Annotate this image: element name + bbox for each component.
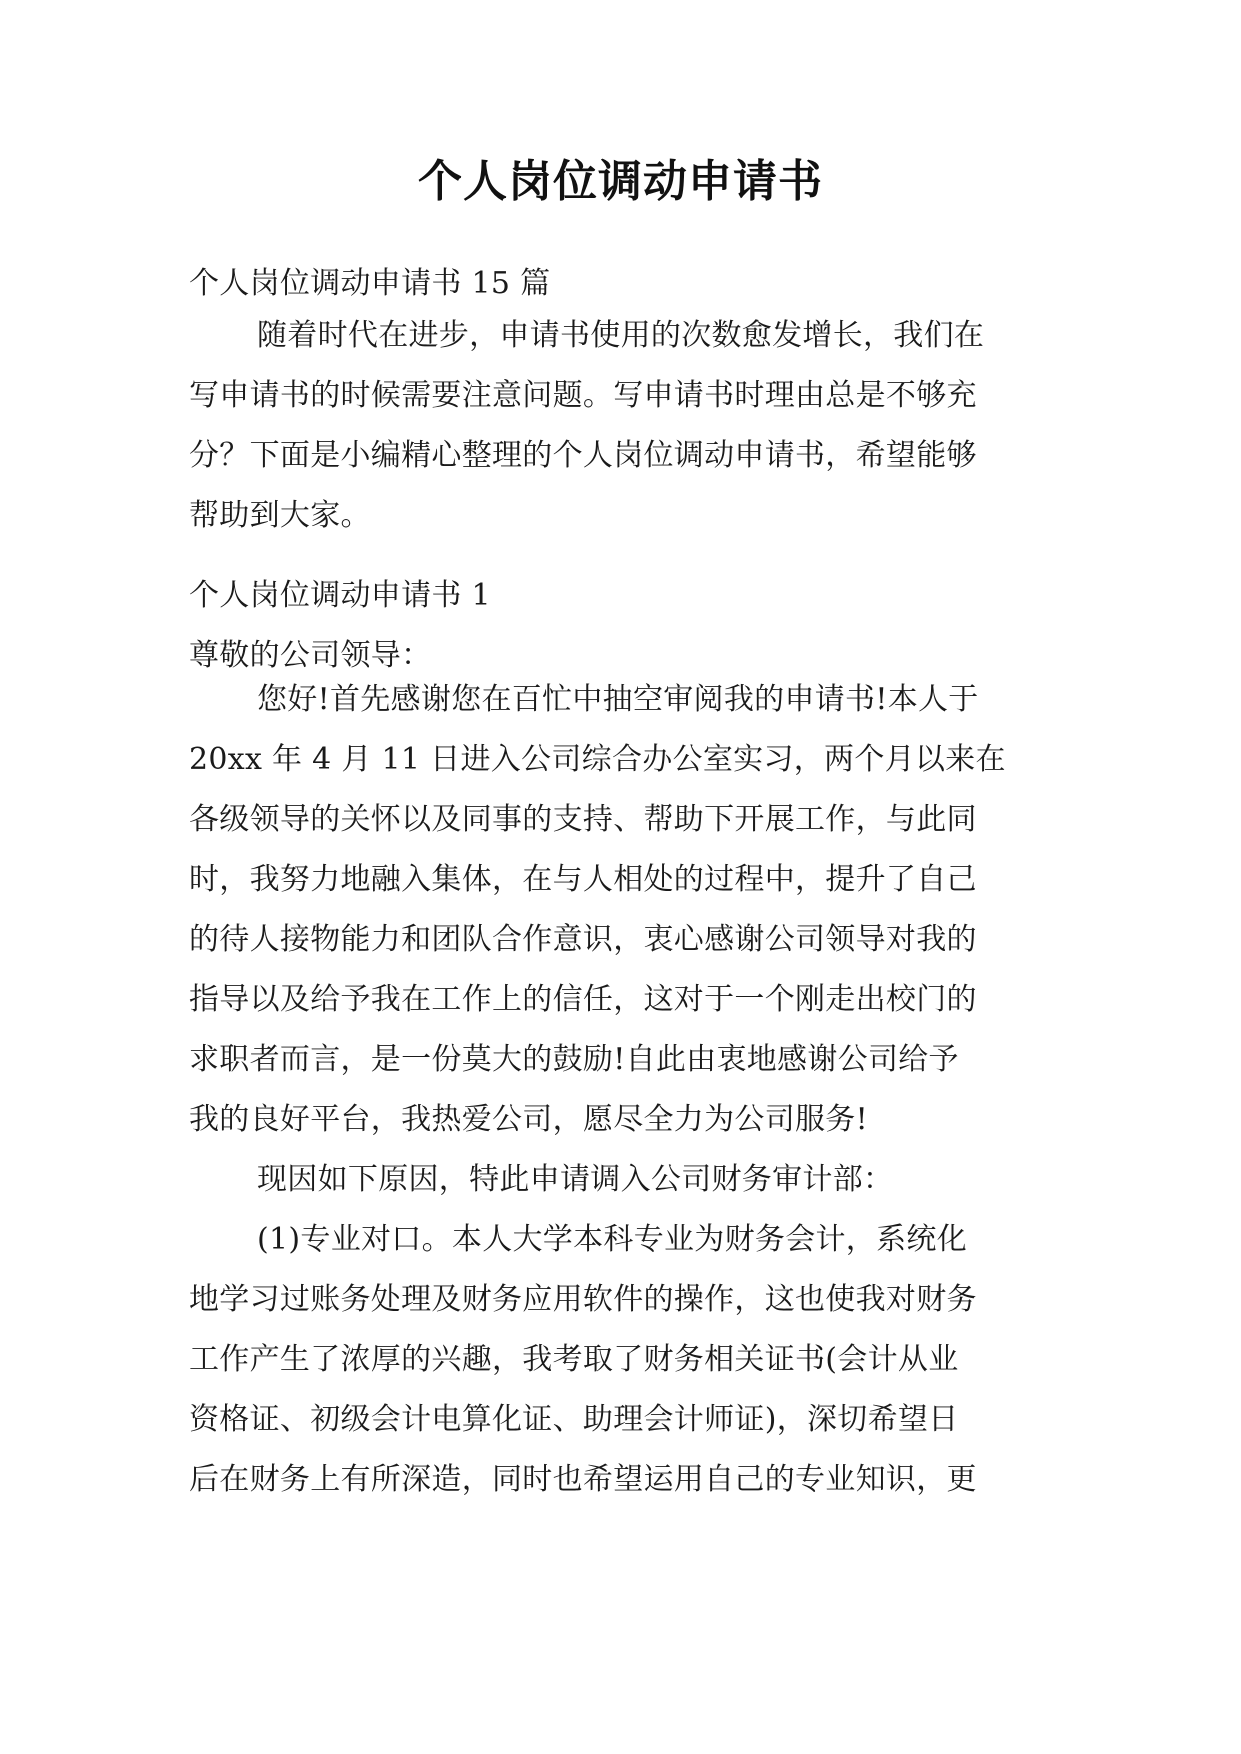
paragraph-1: [189, 670, 1049, 1150]
section-heading-block: [189, 566, 1049, 686]
paragraph-line: 您好!首先感谢您在百忙中抽空审阅我的申请书!本人于: [257, 682, 979, 717]
intro-line: 写申请书的时候需要注意问题。写申请书时理由总是不够充: [189, 378, 977, 413]
paragraph-line: 地学习过账务处理及财务应用软件的操作，这也使我对财务: [189, 1282, 977, 1317]
paragraph-line: 求职者而言，是一份莫大的鼓励!自此由衷地感谢公司给予: [189, 1042, 959, 1077]
paragraph-line: 我的良好平台，我热爱公司，愿尽全力为公司服务!: [189, 1102, 868, 1137]
paragraph-line: 的待人接物能力和团队合作意识，衷心感谢公司领导对我的: [189, 922, 977, 957]
paragraph-line: 工作产生了浓厚的兴趣，我考取了财务相关证书(会计从业: [189, 1342, 959, 1377]
paragraph-line: 后在财务上有所深造，同时也希望运用自己的专业知识，更: [189, 1462, 977, 1497]
paragraph-3: [189, 1210, 1049, 1510]
salutation: 尊敬的公司领导：: [189, 638, 432, 673]
subtitle-block: [189, 254, 1049, 314]
intro-line: 随着时代在进步，申请书使用的次数愈发增长，我们在: [257, 318, 985, 353]
intro-line: 帮助到大家。: [189, 498, 371, 533]
intro-line: 分？下面是小编精心整理的个人岗位调动申请书，希望能够: [189, 438, 977, 473]
paragraph-line: 资格证、初级会计电算化证、助理会计师证)，深切希望日: [189, 1402, 959, 1437]
paragraph-line: 20xx 年 4 月 11 日进入公司综合办公室实习，两个月以来在: [189, 742, 1006, 777]
paragraph-line: 指导以及给予我在工作上的信任，这对于一个刚走出校门的: [189, 982, 977, 1017]
paragraph-line: (1)专业对口。本人大学本科专业为财务会计，系统化: [257, 1222, 967, 1257]
intro-paragraph: [189, 306, 1049, 546]
document-subtitle: 个人岗位调动申请书 15 篇: [189, 266, 551, 301]
page-title: 个人岗位调动申请书: [418, 156, 823, 207]
paragraph-line: 现因如下原因，特此申请调入公司财务审计部：: [257, 1162, 894, 1197]
paragraph-line: 各级领导的关怀以及同事的支持、帮助下开展工作，与此同: [189, 802, 977, 837]
paragraph-line: 时，我努力地融入集体，在与人相处的过程中，提升了自己: [189, 862, 977, 897]
section-heading: 个人岗位调动申请书 1: [189, 578, 491, 613]
paragraph-2: [189, 1150, 1049, 1210]
